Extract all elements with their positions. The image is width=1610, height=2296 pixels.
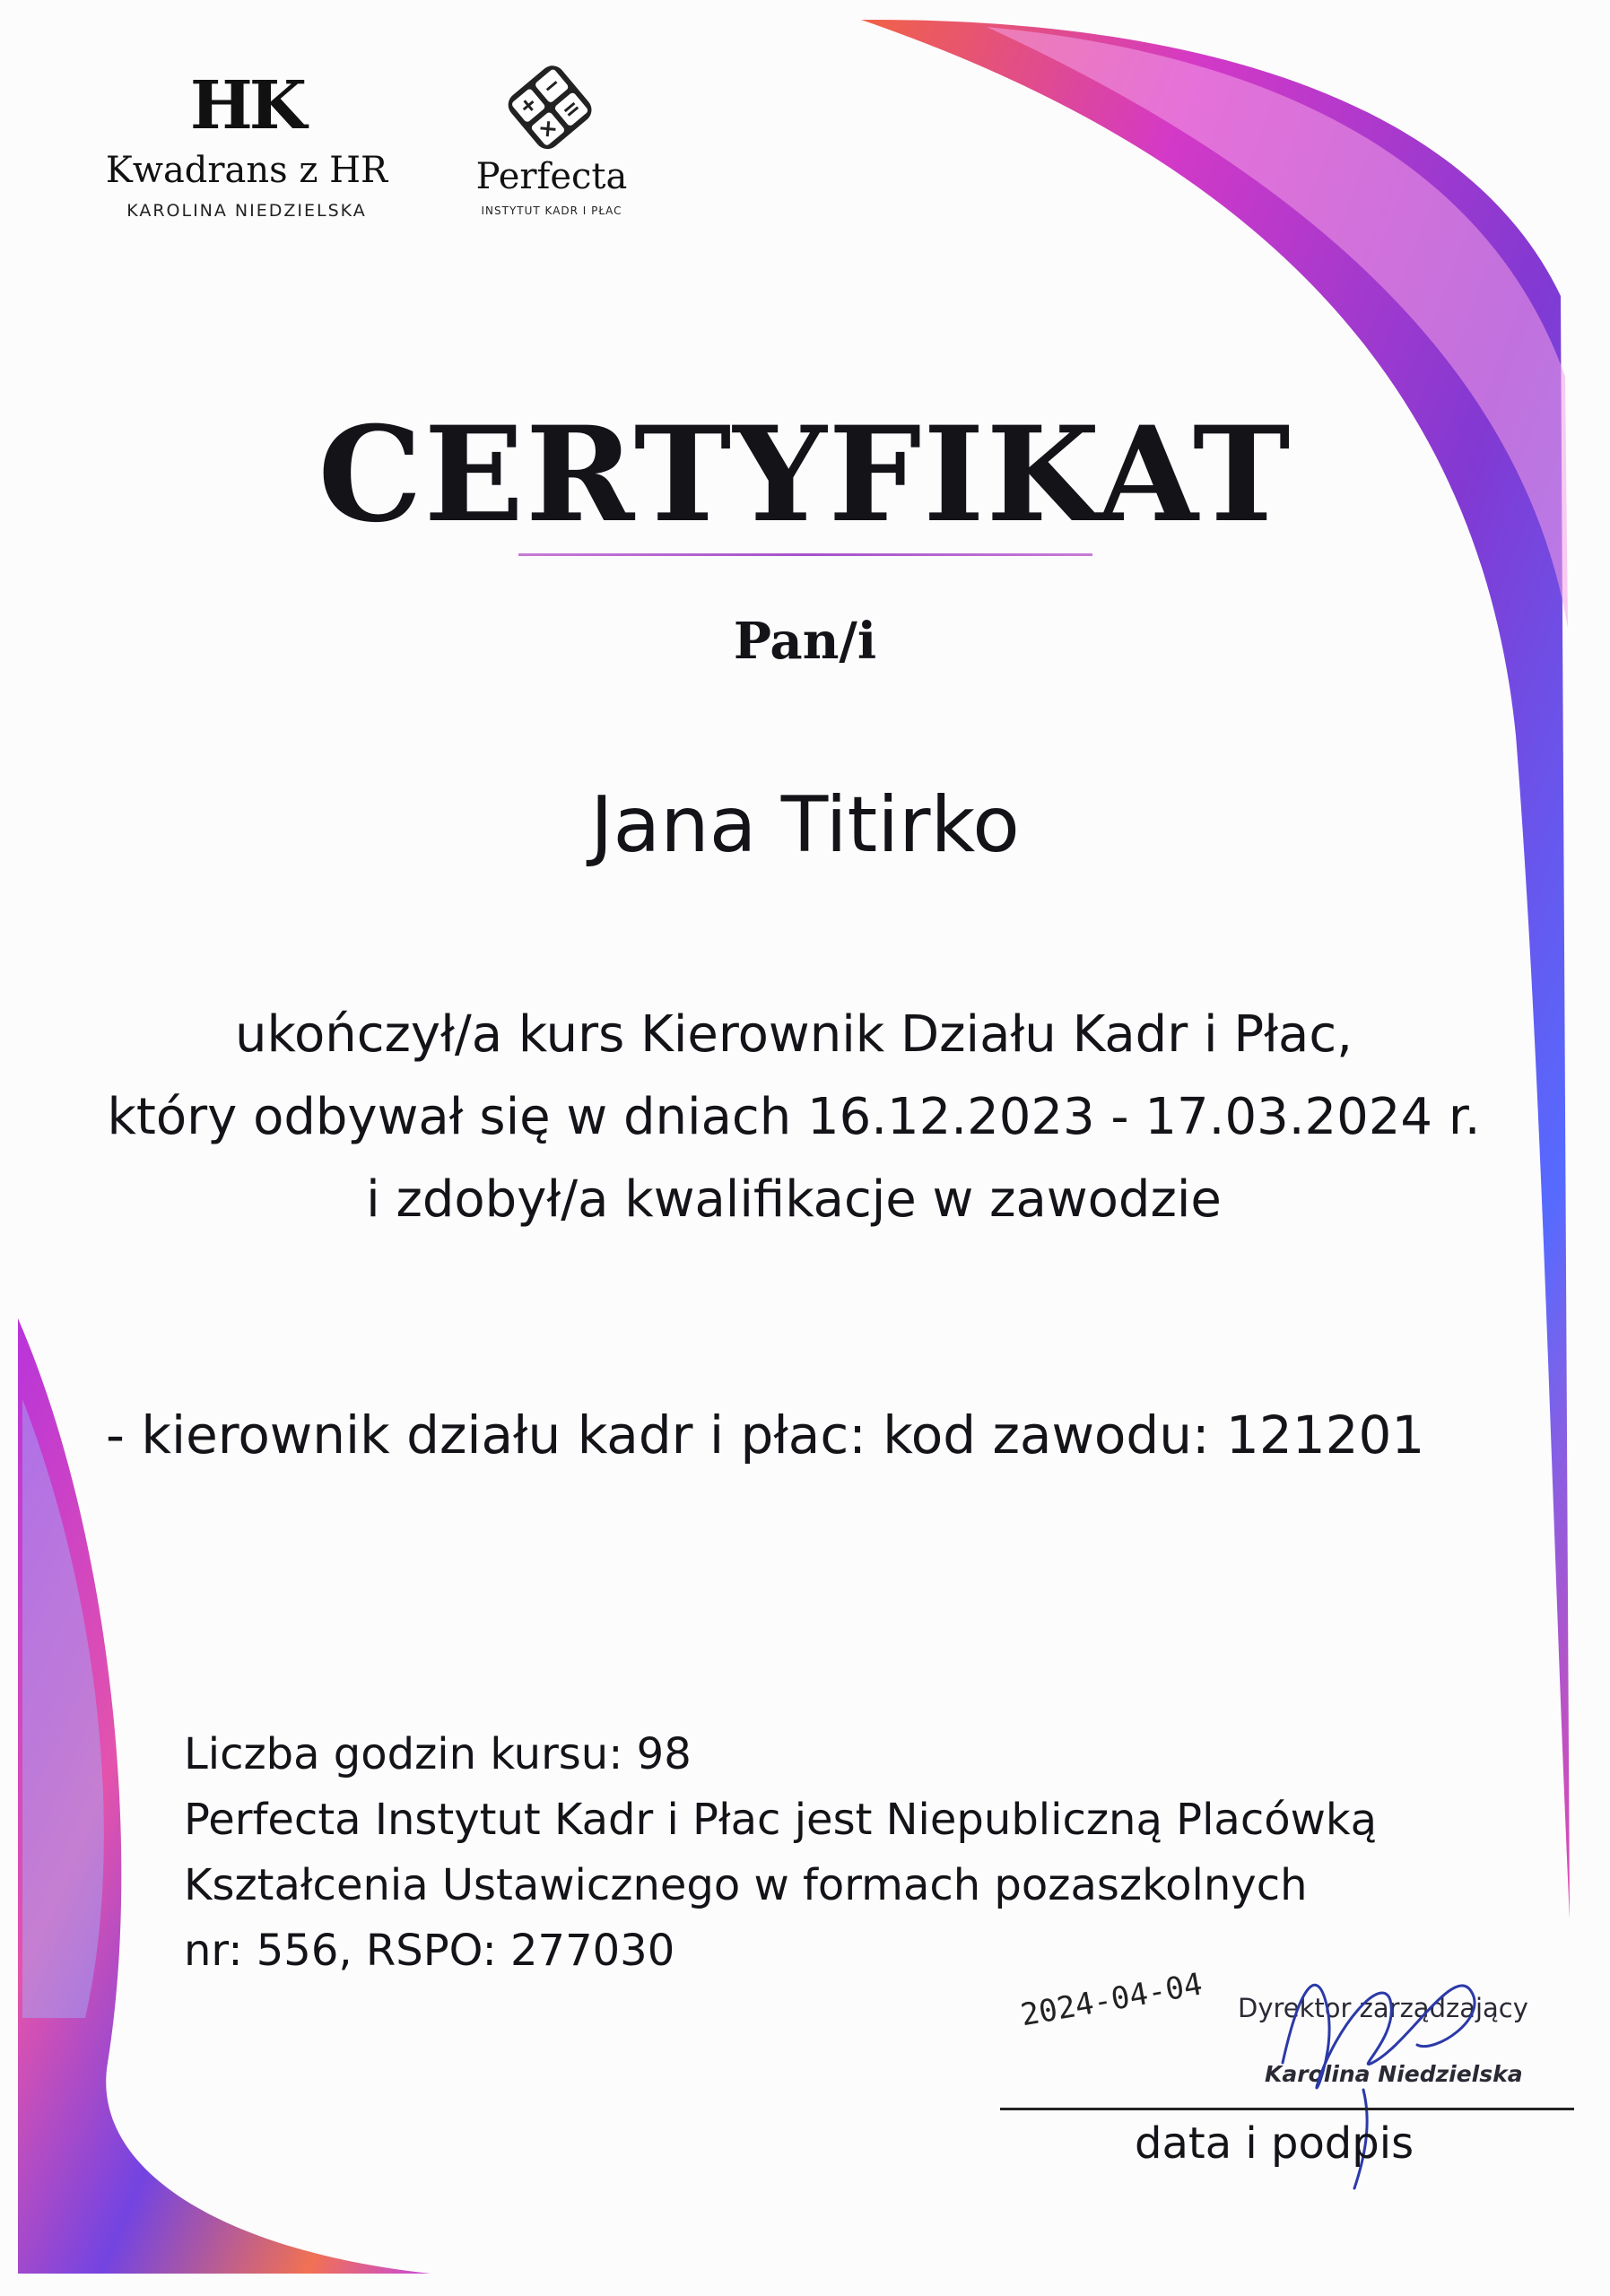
calculator-icon [493, 56, 610, 154]
perfecta-logo-title: Perfecta [475, 156, 628, 197]
salutation: Pan/i [733, 612, 877, 671]
signature-label: data i podpis [1135, 2118, 1414, 2169]
title-underline [518, 553, 1092, 556]
signature-line [1000, 2108, 1574, 2110]
course-info [184, 1722, 1377, 1984]
hr-monogram: HK [189, 67, 304, 144]
info-line: Kształcenia Ustawicznego w formach pozaszkolnych [184, 1860, 1308, 1910]
director-name-stamp: Karolina Niedzielska [1265, 2061, 1523, 2087]
info-line: nr: 556, RSPO: 277030 [184, 1926, 675, 1976]
info-line: Perfecta Instytut Kadr i Płac jest Niepubliczną Placówką [184, 1795, 1378, 1845]
info-line: Liczba godzin kursu: 98 [184, 1729, 692, 1779]
qualification-line: - kierownik działu kadr i płac: kod zawodu: 121201 [106, 1405, 1425, 1465]
description-line: który odbywał się w dniach 16.12.2023 - 17.03.2024 r. [107, 1088, 1481, 1146]
description-line: ukończył/a kurs Kierownik Działu Kadr i Płac, [235, 1005, 1353, 1064]
recipient-name: Jana Titirko [590, 780, 1020, 870]
certificate-title: CERTYFIKAT [318, 398, 1292, 552]
hr-logo-subtitle: KAROLINA NIEDZIELSKA [126, 201, 367, 221]
perfecta-logo [457, 56, 646, 217]
course-description [27, 994, 1561, 1241]
date-stamp: 2024-04-04 [1018, 1966, 1205, 2034]
description-line: i zdobył/a kwalifikacje w zawodzie [366, 1170, 1222, 1229]
director-title-stamp: Dyrektor zarządzający [1238, 1993, 1528, 2023]
perfecta-logo-subtitle: INSTYTUT KADR I PŁAC [481, 204, 622, 217]
kwadrans-hr-logo [72, 67, 422, 221]
hr-logo-title: Kwadrans z HR [105, 150, 388, 191]
